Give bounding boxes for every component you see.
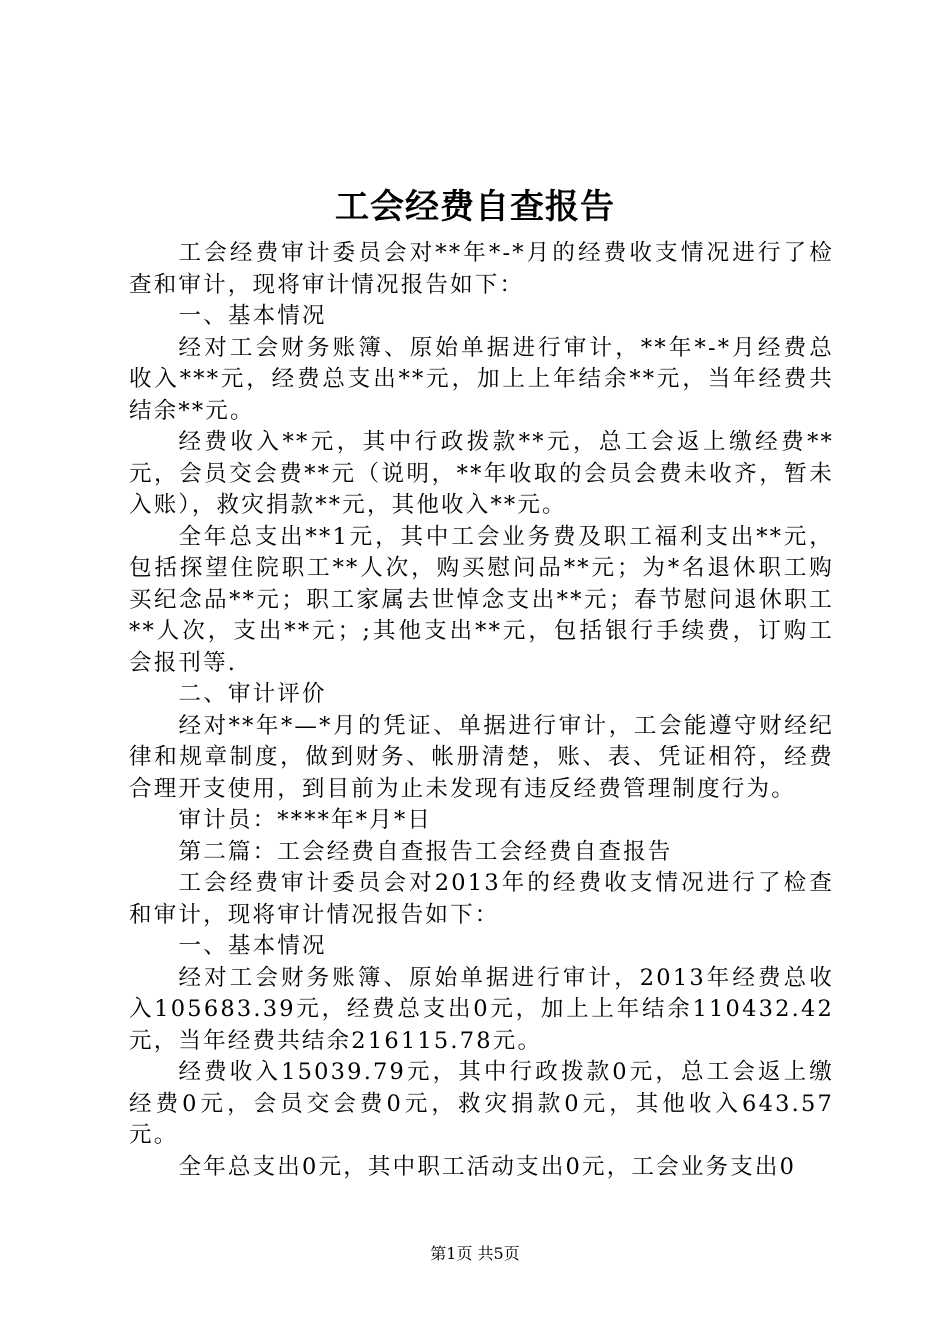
section-heading: 一、基本情况 [178, 933, 327, 959]
paragraph: 经对工会财务账簿、原始单据进行审计，**年*-*月经费总收入***元，经费总支出**元，加上上年结余**元，当年经费共结余**元。 [129, 334, 834, 424]
paragraph: 经费收入15039.79元，其中行政拨款0元，总工会返上缴经费0元，会员交会费0元，救灾捐款0元，其他收入643.57元。 [129, 1059, 834, 1148]
document-title: 工会经费自查报告 [335, 187, 615, 227]
paragraph: 经对工会财务账簿、原始单据进行审计，2013年经费总收入105683.39元，经费总支出0元，加上上年结余110432.42元，当年经费共结余216115.78元。 [129, 964, 834, 1054]
paragraph: 工会经费审计委员会对2013年的经费收支情况进行了检查和审计，现将审计情况报告如下： [129, 870, 834, 928]
paragraph: 经对**年*—*月的凭证、单据进行审计，工会能遵守财经纪律和规章制度，做到财务、帐册清楚，账、表、凭证相符，经费合理开支使用，到目前为止未发现有违反经费管理制度行为。 [129, 712, 834, 802]
paragraph: 工会经费审计委员会对**年*-*月的经费收支情况进行了检查和审计，现将审计情况报告如下： [129, 240, 834, 298]
paragraph: 全年总支出**1元，其中工会业务费及职工福利支出**元，包括探望住院职工**人次，购买慰问品**元；为*名退休职工购买纪念品**元；职工家属去世悼念支出**元；春节慰问退休职工**人次，支出**元；;其他支出**元，包括银行手续费，订购工会报刊等. [129, 523, 834, 676]
section-heading: 二、审计评价 [178, 681, 327, 707]
second-article-heading: 第二篇：工会经费自查报告工会经费自查报告 [178, 838, 673, 865]
page-number-footer: 第1页 共5页 [430, 1244, 520, 1263]
paragraph: 经费收入**元，其中行政拨款**元，总工会返上缴经费**元，会员交会费**元（说明，**年收取的会员会费未收齐，暂未入账），救灾捐款**元，其他收入**元。 [129, 429, 834, 518]
auditor-signature-line: 审计员：****年*月*日 [178, 807, 433, 833]
document-body [129, 238, 834, 1183]
paragraph: 全年总支出0元，其中职工活动支出0元，工会业务支出0 [178, 1153, 797, 1180]
section-heading: 一、基本情况 [178, 303, 327, 329]
